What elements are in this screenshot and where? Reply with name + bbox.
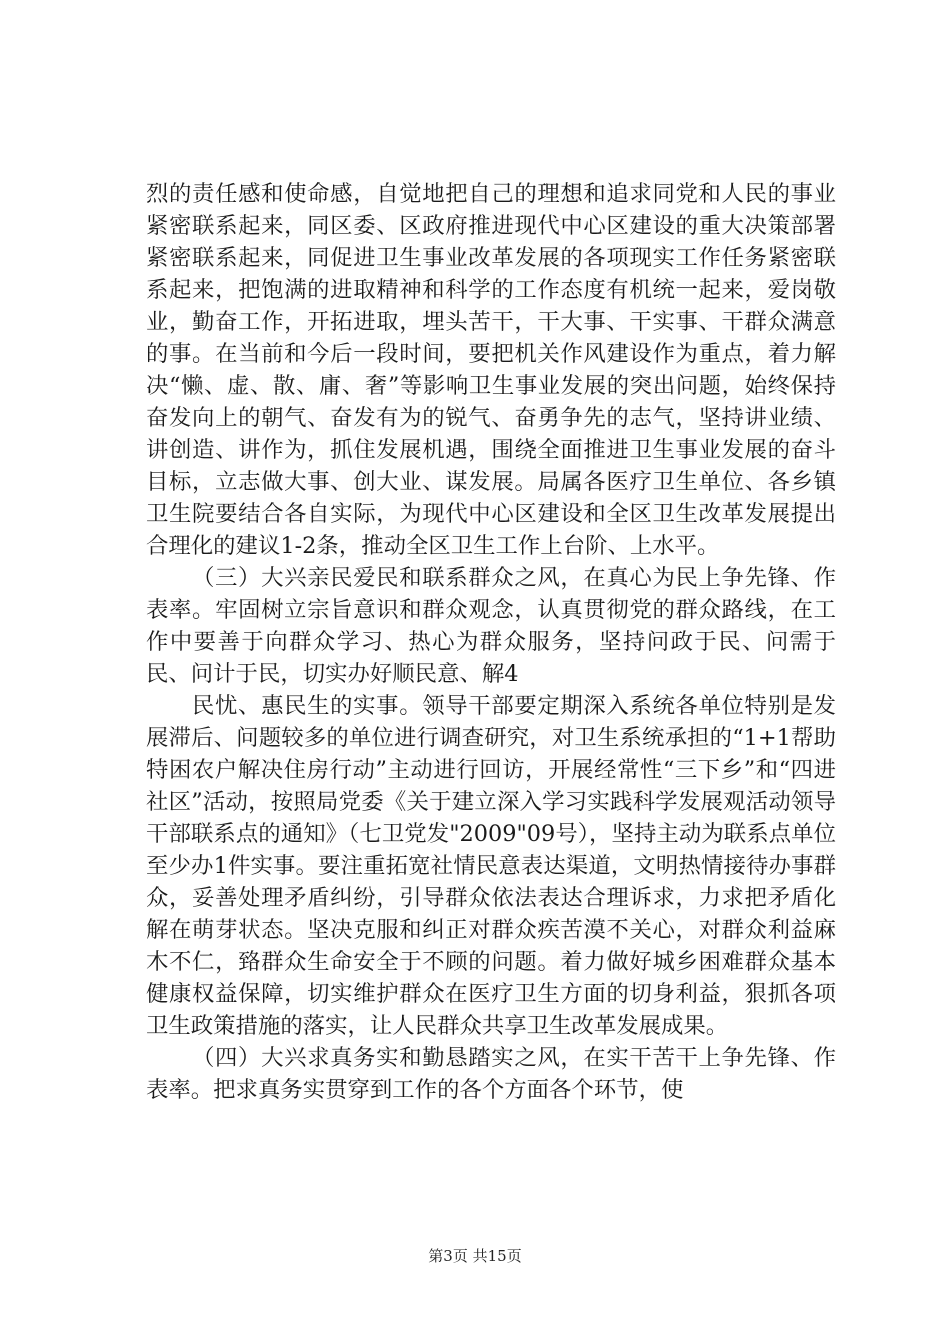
paragraph-section-3: （三）大兴亲民爱民和联系群众之风，在真心为民上争先锋、作表率。牢固树立宗旨意识和群众观念，认真贯彻党的群众路线，在工作中要善于向群众学习、热心为群众服务，坚持问政于民、问需于民、问计于民，切实办好顺民意、解4 xyxy=(146,565,836,687)
paragraph-continued: 烈的责任感和使命感，自觉地把自己的理想和追求同党和人民的事业紧密联系起来，同区委、区政府推进现代中心区建设的重大决策部署紧密联系起来，同促进卫生事业改革发展的各项现实工作任务紧密联系起来，把饱满的进取精神和科学的工作态度有机统一起来，爱岗敬业，勤奋工作，开拓进取，埋头苦干，干大事、干实事、干群众满意的事。在当前和今后一段时间，要把机关作风建设作为重点，着力解决“懒、虚、散、庸、奢”等影响卫生事业发展的突出问题，始终保持奋发向上的朝气、奋发有为的锐气、奋勇争先的志气，坚持讲业绩、讲创造、讲作为，抓住发展机遇，围绕全面推进卫生事业发展的奋斗目标，立志做大事、创大业、谋发展。局属各医疗卫生单位、各乡镇卫生院要结合各自实际，为现代中心区建设和全区卫生改革发展提出合理化的建议1-2条，推动全区卫生工作上台阶、上水平。 xyxy=(146,181,836,559)
page-footer: 第3页 共15页 xyxy=(428,1247,522,1265)
paragraph-section-4: （四）大兴求真务实和勤恳踏实之风，在实干苦干上争先锋、作表率。把求真务实贯穿到工作的各个方面各个环节，使 xyxy=(146,1045,836,1103)
body-text xyxy=(146,178,836,1106)
paragraph-section-3-continued: 民忧、惠民生的实事。领导干部要定期深入系统各单位特别是发展滞后、问题较多的单位进行调查研究，对卫生系统承担的“1+1帮助特困农户解决住房行动”主动进行回访，开展经常性“三下乡”和“四进社区”活动，按照局党委《关于建立深入学习实践科学发展观活动领导干部联系点的通知》（七卫党发"2009"09号），坚持主动为联系点单位至少办1件实事。要注重拓宽社情民意表达渠道，文明热情接待办事群众，妥善处理矛盾纠纷，引导群众依法表达合理诉求，力求把矛盾化解在萌芽状态。坚决克服和纠正对群众疾苦漠不关心，对群众利益麻木不仁，臵群众生命安全于不顾的问题。着力做好城乡困难群众基本健康权益保障，切实维护群众在医疗卫生方面的切身利益，狠抓各项卫生政策措施的落实，让人民群众共享卫生改革发展成果。 xyxy=(146,693,836,1039)
